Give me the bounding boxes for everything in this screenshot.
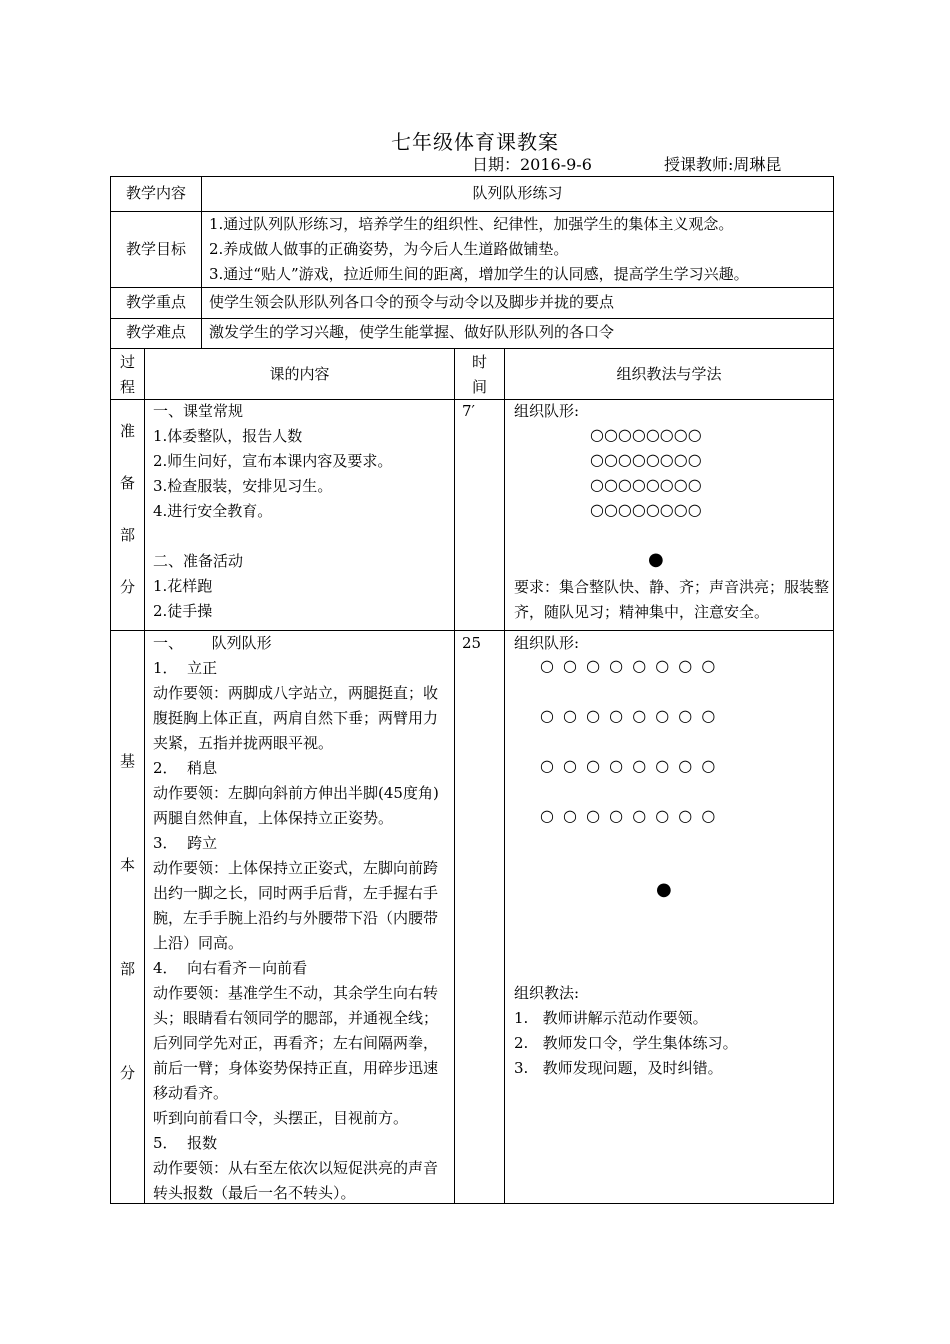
basic-org-label: 组织队形:: [514, 634, 580, 652]
key-points: [209, 290, 833, 315]
teacher-position-icon: ●: [648, 549, 664, 570]
content-line: 动作要领：从右至左依次以短促洪亮的声音转头报数（最后一名不转头）。: [153, 1159, 439, 1202]
formation-row: ○ ○ ○ ○ ○ ○ ○ ○: [540, 806, 716, 825]
content-line: 二、准备活动: [153, 552, 244, 570]
col-header-process-char: 过: [119, 353, 135, 371]
objectives-list: [209, 212, 833, 287]
content-line: 1.花样跑: [153, 577, 213, 595]
formation-row: ○○○○○○○○: [590, 450, 702, 469]
content-line: 动作要领：左脚向斜前方伸出半脚(45度角)两腿自然伸直，上体保持立正姿势。: [153, 784, 439, 827]
col-header-time: [455, 350, 504, 400]
content-line: 2.师生问好，宣布本课内容及要求。: [153, 452, 393, 470]
content-line: 3． 跨立: [153, 834, 218, 852]
content-line: 4.进行安全教育。: [153, 502, 273, 520]
section-label-char: 分: [119, 1064, 135, 1082]
basic-methods: [514, 981, 738, 1081]
teacher-label: 授课教师:周琳昆: [664, 155, 782, 174]
col-header-process-char: 程: [119, 378, 135, 396]
page-title: 七年级体育课教案: [391, 130, 559, 154]
basic-content: [153, 631, 449, 1206]
method-item: 1. 教师讲解示范动作要领。: [514, 1009, 708, 1027]
row-label-difficulties: 教学难点: [125, 323, 186, 341]
content-line: 5． 报数: [153, 1134, 218, 1152]
content-line: 动作要领：上体保持立正姿式，左脚向前跨出约一脚之长，同时两手后背，左手握右手腕，左手手腕上沿约与外腰带下沿（内腰带上沿）同高。: [153, 859, 439, 952]
content-line: 动作要领：基准学生不动，其余学生向右转头；眼睛看右领同学的腮部，并通视全线；后列同学先对正，再看齐；左右间隔两拳，前后一臂；身体姿势保持正直，用碎步迅速移动看齐。: [153, 984, 439, 1102]
formation-row: ○○○○○○○○: [590, 475, 702, 494]
method-label: 组织教法:: [514, 984, 580, 1002]
section-label-basic: [111, 748, 144, 1086]
col-header-time-char: 间: [471, 378, 487, 396]
col-header-content: 课的内容: [269, 365, 330, 383]
row-label-key-points: 教学重点: [125, 293, 186, 311]
table-border: [833, 176, 834, 1204]
date-label: 日期：2016-9-6: [472, 155, 592, 174]
teacher-position-icon: ●: [656, 879, 672, 900]
table-border: [144, 348, 145, 1204]
key-points-text: 使学生领会队形队列各口令的预令与动令以及脚步并拢的要点: [209, 293, 615, 311]
table-border: [110, 348, 834, 349]
content-line: 2.徒手操: [153, 602, 213, 620]
section-label-char: 备: [119, 474, 135, 492]
section-label-prep: [111, 418, 144, 600]
section-label-char: 本: [119, 856, 135, 874]
objective-item: 1.通过队列队形练习，培养学生的组织性、纪律性，加强学生的集体主义观念。: [209, 215, 734, 233]
difficulties: [209, 320, 833, 345]
prep-time: 7′: [462, 402, 475, 420]
content-line: 一、 队列队形: [153, 634, 272, 652]
basic-time: 25: [462, 634, 482, 652]
method-item: 2. 教师发口令，学生集体练习。: [514, 1034, 738, 1052]
prep-content: [153, 399, 453, 624]
col-header-method: 组织教法与学法: [616, 365, 722, 383]
col-header-time-char: 时: [471, 353, 487, 371]
table-border: [454, 348, 455, 1204]
method-item: 3. 教师发现问题，及时纠错。: [514, 1059, 723, 1077]
difficulties-text: 激发学生的学习兴趣，使学生能掌握、做好队形队列的各口令: [209, 323, 615, 341]
section-label-char: 准: [119, 422, 135, 440]
section-label-char: 分: [119, 578, 135, 596]
formation-row: ○ ○ ○ ○ ○ ○ ○ ○: [540, 656, 716, 675]
content-line: 动作要领：两脚成八字站立，两腿挺直；收腹挺胸上体正直，两肩自然下垂；两臂用力夹紧，五指并拢两眼平视。: [153, 684, 439, 752]
table-border: [110, 318, 834, 319]
section-label-char: 部: [119, 960, 135, 978]
table-border: [110, 176, 834, 177]
col-header-process: [111, 350, 144, 400]
formation-row: ○○○○○○○○: [590, 500, 702, 519]
prep-requirements: [514, 575, 830, 625]
content-line: 1． 立正: [153, 659, 218, 677]
table-border: [110, 287, 834, 288]
formation-row: ○ ○ ○ ○ ○ ○ ○ ○: [540, 756, 716, 775]
row-label-content: 教学内容: [125, 184, 186, 202]
content-line: 4． 向右看齐－向前看: [153, 959, 308, 977]
lesson-topic: 队列队形练习: [472, 184, 563, 202]
prep-org-label: 组织队形:: [514, 402, 580, 420]
objective-item: 3.通过“贴人”游戏，拉近师生间的距离，增加学生的认同感，提高学生学习兴趣。: [209, 265, 749, 283]
content-line: 听到向前看口令，头摆正，目视前方。: [153, 1109, 409, 1127]
formation-row: ○○○○○○○○: [590, 425, 702, 444]
formation-row: ○ ○ ○ ○ ○ ○ ○ ○: [540, 706, 716, 725]
table-border: [504, 348, 505, 1204]
section-label-char: 基: [119, 752, 135, 770]
objective-item: 2.养成做人做事的正确姿势，为今后人生道路做铺垫。: [209, 240, 569, 258]
content-line: 一、课堂常规: [153, 402, 244, 420]
section-label-char: 部: [119, 526, 135, 544]
content-line: 1.体委整队，报告人数: [153, 427, 303, 445]
requirements-text: 要求：集合整队快、静、齐；声音洪亮；服装整齐，随队见习；精神集中，注意安全。: [514, 578, 830, 621]
row-label-objectives: 教学目标: [125, 240, 186, 258]
content-line: 2． 稍息: [153, 759, 218, 777]
content-line: 3.检查服装，安排见习生。: [153, 477, 333, 495]
